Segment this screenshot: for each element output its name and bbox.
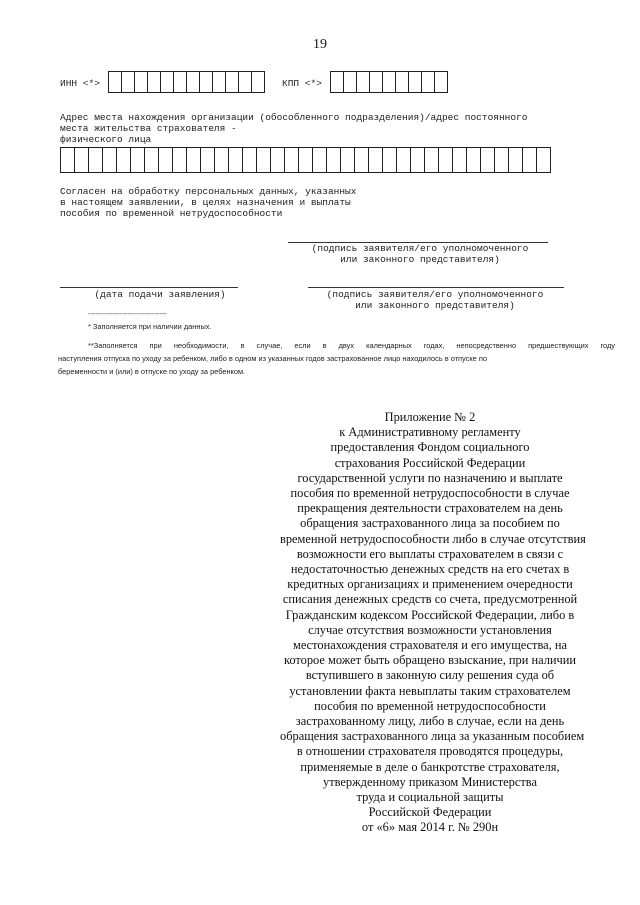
signature-line-2[interactable] [308,287,564,288]
kpp-label: КПП <*> [282,78,322,89]
appendix-line: пособия по временной нетрудоспособности в случае [290,486,570,501]
consent-line: пособия по временной нетрудоспособности [60,208,283,219]
appendix-line: утвержденному приказом Министерства [323,774,537,789]
signature-caption-1 [290,243,550,265]
appendix-line: Приложение № 2 [384,410,476,424]
appendix-header [280,410,586,836]
appendix-line: применяемые в деле о банкротстве страхователя, [300,759,560,774]
appendix-line: местонахождения страхователя и его имущества, на [293,638,567,653]
appendix-line: предоставления Фондом социального [330,440,530,455]
appendix-line: обращения застрахованного лица за указанным пособием [280,729,585,744]
appendix-line: Гражданским кодексом Российской Федерации, либо в [285,607,575,622]
appendix-line: труда и социальной защиты [356,790,504,805]
page-number: 19 [313,37,327,52]
address-label [60,112,527,145]
appendix-line: установлении факта невыплаты таким страхователем [289,683,571,698]
appendix-line: государственной услуги по назначению и выплате [297,470,563,485]
appendix-line: недостаточностью денежных средств на его счетах в [290,562,570,577]
appendix-line: временной нетрудоспособности либо в случае отсутствия [280,531,586,546]
date-caption: (дата подачи заявления) [94,289,226,300]
appendix-line: страхования Российской Федерации [334,455,526,470]
address-line: Адрес места нахождения организации (обособленного подразделения)/адрес постоянного [60,112,528,123]
address-cells[interactable] [60,147,551,173]
consent-line: в настоящем заявлении, в целях назначения и выплаты [60,197,351,208]
signature-caption-line: (подпись заявителя/его уполномоченного [311,243,529,254]
appendix-line: вступившего в законную силу решения суда об [305,668,555,683]
footnote-2-line: беременности и (или) в отпуске по уходу за ребенком. [58,367,246,376]
signature-caption-line: или законного представителя) [340,254,500,265]
footnote-2-line: **Заполняется при необходимости, в случае, если в двух календарных годах, непосредственно предшествующих году [88,341,615,350]
consent-text [60,186,356,219]
appendix-line: кредитных организациях и применением очередности [287,577,573,592]
consent-line: Согласен на обработку персональных данных, указанных [60,186,357,197]
address-line: физического лица [60,134,152,145]
appendix-line: Российской Федерации [368,805,492,820]
appendix-line: случае отсутствия возможности установления [308,622,552,637]
appendix-line: застрахованному лицу, либо в случае, если на день [295,714,565,729]
footnote-separator: -------------------------------- [88,309,167,318]
appendix-line: от «6» мая 2014 г. № 290н [361,820,499,835]
appendix-line: списания денежных средств со счета, предусмотренной [282,592,578,607]
appendix-line: которое может быть обращено взыскание, при наличии [283,653,577,668]
signature-caption-2 [300,289,570,311]
kpp-cells[interactable] [330,71,448,93]
signature-caption-line: (подпись заявителя/его уполномоченного [326,289,544,300]
date-line[interactable] [60,287,238,288]
footnote-1: * Заполняется при наличии данных. [88,322,212,331]
footnote-2-line: наступления отпуска по уходу за ребенком, либо в одном из указанных годов застрахованное лицо находилось в отпуске по [58,354,487,363]
appendix-line: обращения застрахованного лица за пособием по [300,516,560,531]
inn-label: ИНН <*> [60,78,100,89]
signature-caption-line: или законного представителя) [355,300,515,311]
appendix-line: возможности его выплаты страхователем в связи с [296,546,564,561]
inn-cells[interactable] [108,71,265,93]
footnote-2 [58,339,615,378]
appendix-line: к Административному регламенту [339,425,521,440]
address-line: места жительства страхователя - [60,123,237,134]
appendix-line: пособия по временной нетрудоспособности [314,698,546,713]
appendix-line: прекращения деятельности страхователем на день [297,501,563,516]
appendix-line: в отношении страхователя проводятся процедуры, [296,744,564,759]
